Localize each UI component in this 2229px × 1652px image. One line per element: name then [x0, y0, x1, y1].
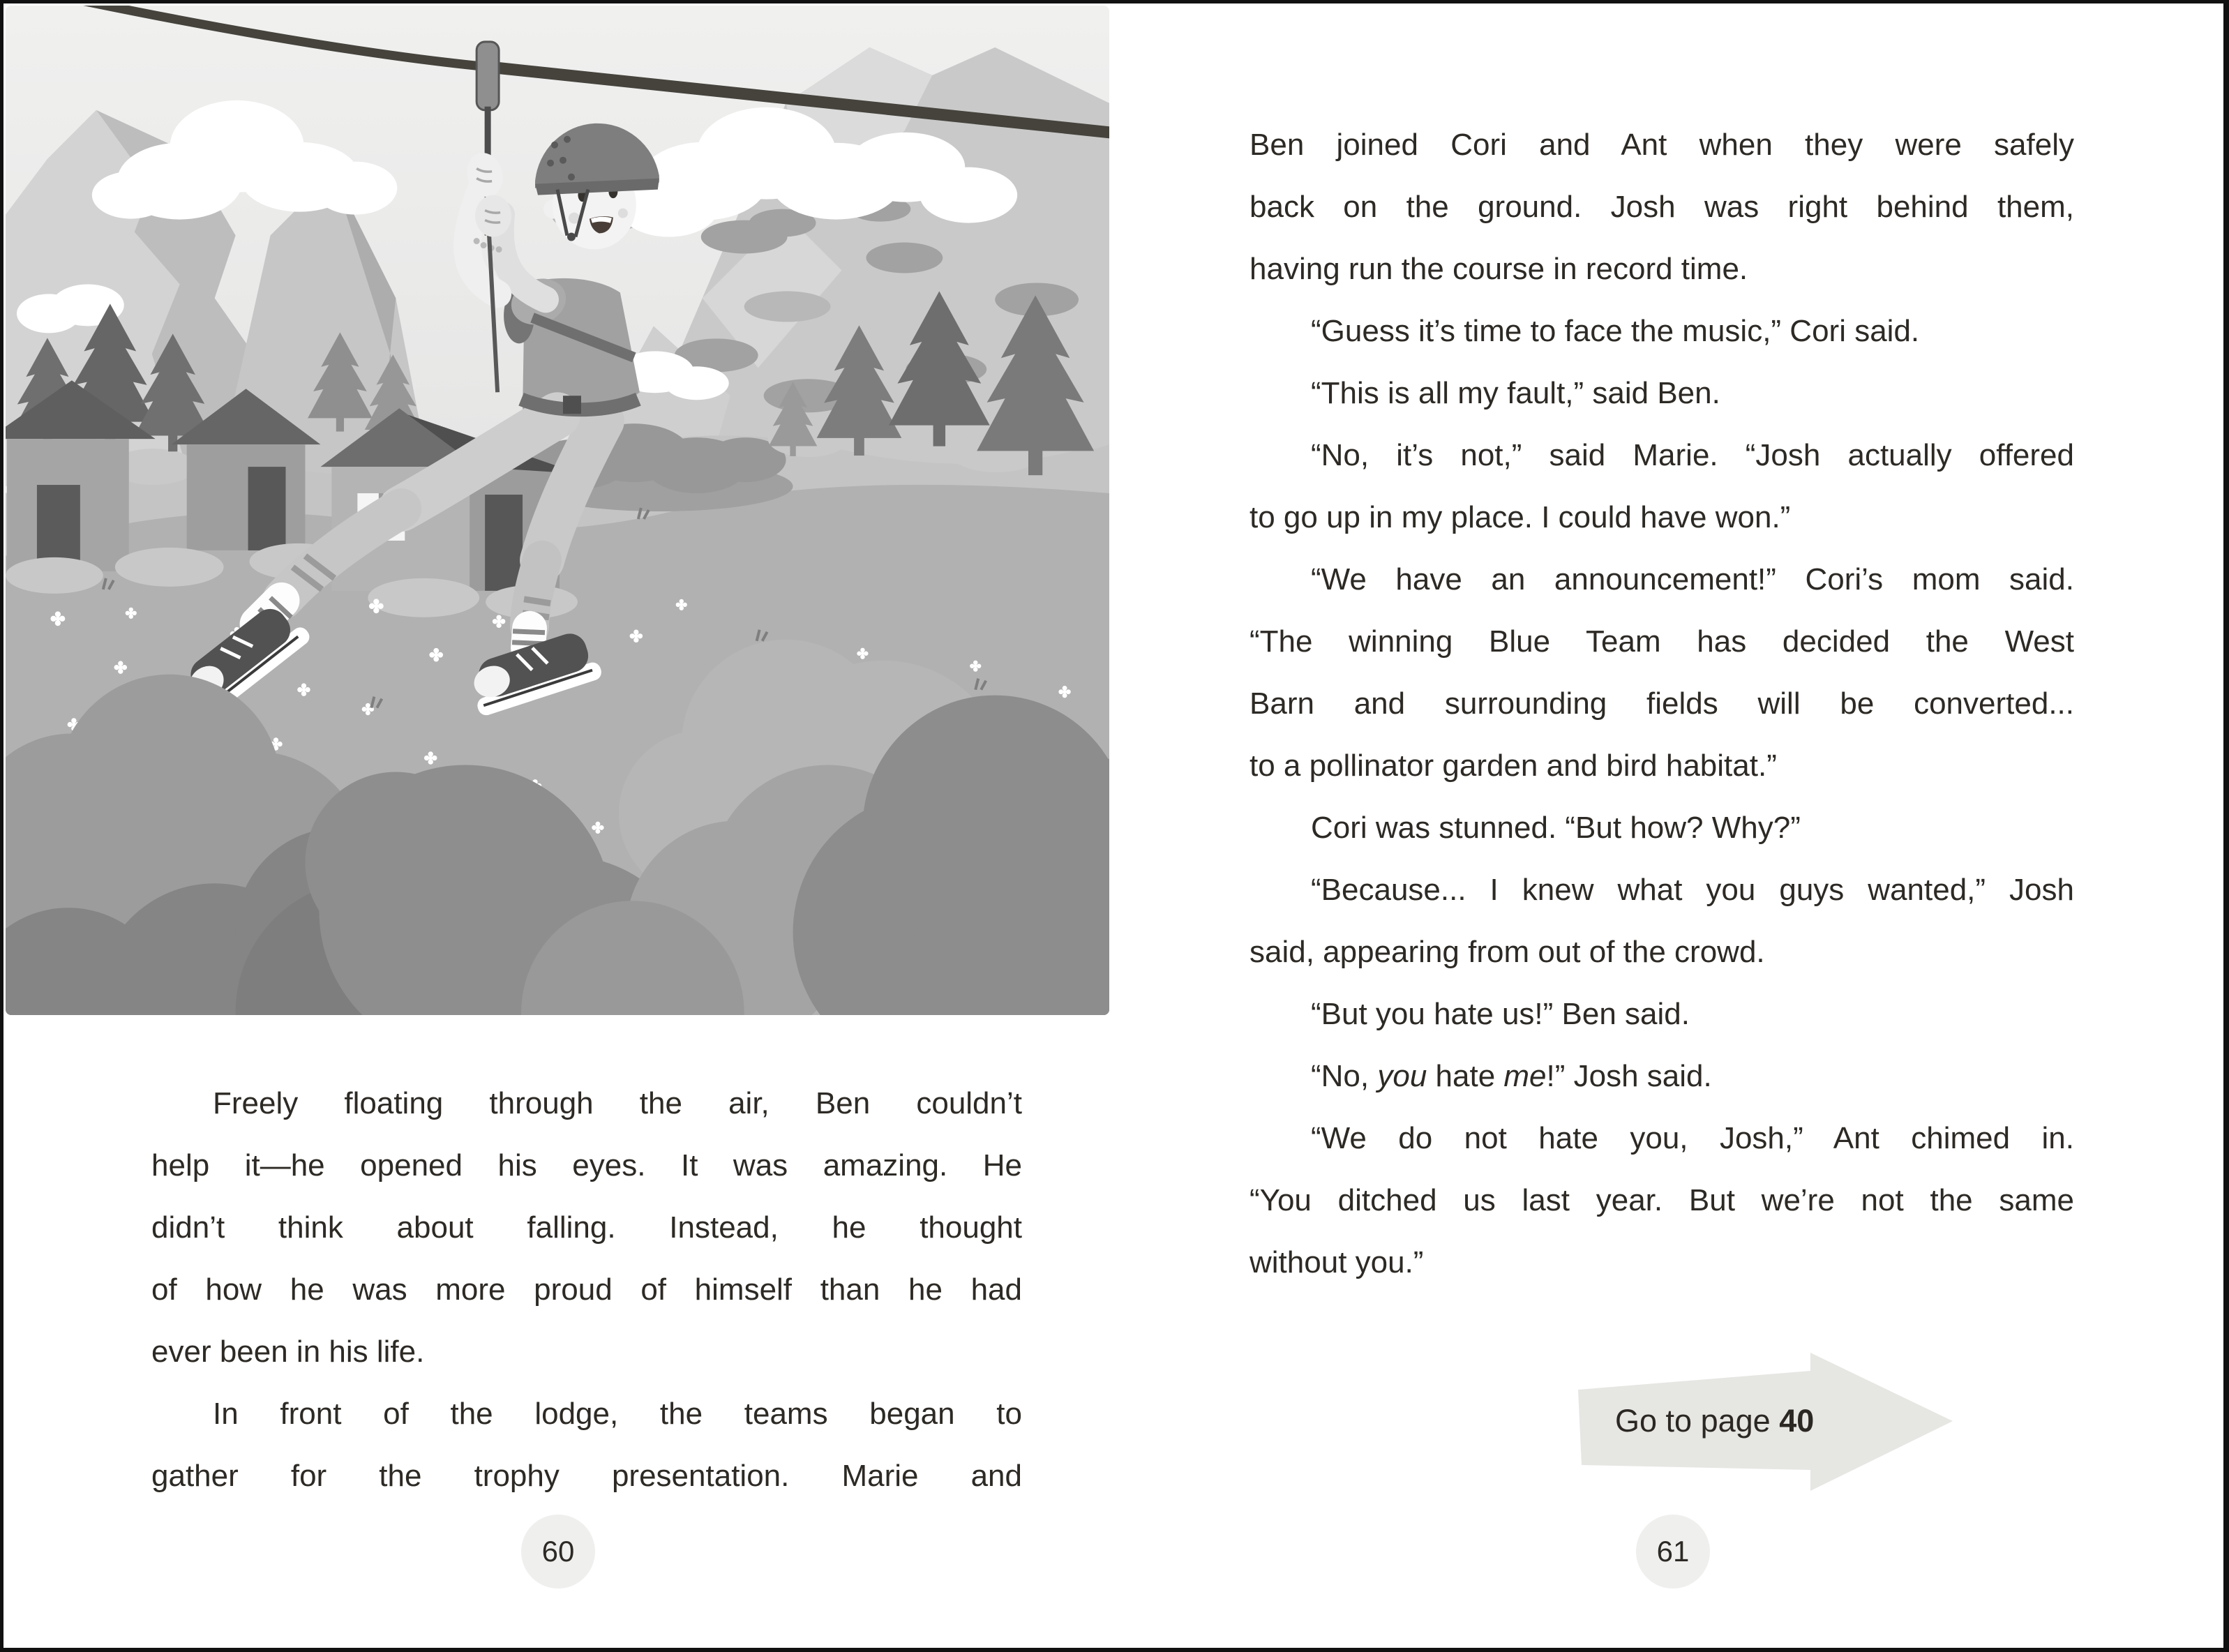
- paragraph: [1249, 114, 2074, 300]
- zipline-trolley: [476, 42, 499, 110]
- page-number-left-value: 60: [541, 1535, 575, 1568]
- text-line: gather for the trophy presentation. Marie and: [151, 1459, 1022, 1493]
- text-line: “We have an announcement!” Cori’s mom said.: [1311, 562, 2074, 596]
- text-line: “This is all my fault,” said Ben.: [1311, 376, 1720, 410]
- right-page-text: [1249, 114, 2074, 1293]
- text-line: “Guess it’s time to face the music,” Cori said.: [1311, 314, 1920, 348]
- paragraph: [1249, 983, 2074, 1045]
- zipline-illustration: [6, 6, 1109, 1015]
- zipline-illustration-svg: [6, 6, 1109, 1015]
- text-line: “The winning Blue Team has decided the West: [1249, 624, 2074, 659]
- page-number-right-value: 61: [1656, 1535, 1690, 1568]
- left-page-text: [151, 1072, 1022, 1507]
- text-line: In front of the lodge, the teams began to: [213, 1397, 1022, 1431]
- paragraph: [1249, 859, 2074, 983]
- text-line: “No, it’s not,” said Marie. “Josh actually offered: [1311, 438, 2074, 472]
- goto-page-number: 40: [1779, 1402, 1815, 1439]
- page-left: [3, 3, 1113, 1648]
- paragraph: [1249, 300, 2074, 362]
- paragraph: [151, 1072, 1022, 1383]
- text-line: Freely floating through the air, Ben couldn’t: [213, 1086, 1022, 1120]
- text-line: “No, you hate me!” Josh said.: [1311, 1059, 1712, 1093]
- goto-label: [1615, 1402, 1814, 1439]
- text-line: back on the ground. Josh was right behind them,: [1249, 190, 2074, 224]
- text-line: having run the course in record time.: [1249, 252, 1748, 286]
- text-line: said, appearing from out of the crowd.: [1249, 935, 1765, 969]
- text-line: “But you hate us!” Ben said.: [1311, 997, 1690, 1031]
- text-line: Barn and surrounding fields will be converted...: [1249, 686, 2074, 721]
- text-line: help it—he opened his eyes. It was amazing. He: [151, 1148, 1022, 1182]
- paragraph: [1249, 1045, 2074, 1107]
- text-line: Cori was stunned. “But how? Why?”: [1311, 811, 1801, 845]
- goto-label-text: Go to page: [1615, 1402, 1771, 1439]
- paragraph: [1249, 362, 2074, 424]
- text-line: to go up in my place. I could have won.”: [1249, 500, 1791, 534]
- paragraph: [1249, 797, 2074, 859]
- text-line: without you.”: [1249, 1245, 1424, 1279]
- text-line: “We do not hate you, Josh,” Ant chimed in.: [1311, 1121, 2074, 1155]
- book-pages: [3, 3, 2223, 1648]
- text-line: didn’t think about falling. Instead, he thought: [151, 1210, 1022, 1245]
- page-number-left: [521, 1515, 595, 1589]
- text-line: “Because... I knew what you guys wanted,” Josh: [1311, 873, 2074, 907]
- page-number-right: [1636, 1515, 1710, 1589]
- text-line: Ben joined Cori and Ant when they were safely: [1249, 128, 2074, 162]
- text-line: to a pollinator garden and bird habitat.”: [1249, 749, 1777, 783]
- page-right: [1113, 3, 2223, 1648]
- text-line: of how he was more proud of himself than he had: [151, 1272, 1022, 1307]
- text-line: ever been in his life.: [151, 1335, 425, 1369]
- paragraph: [151, 1383, 1022, 1507]
- paragraph: [1249, 1107, 2074, 1293]
- goto-page-arrow[interactable]: [1575, 1351, 1957, 1494]
- paragraph: [1249, 548, 2074, 797]
- paragraph: [1249, 424, 2074, 548]
- text-line: “You ditched us last year. But we’re not the same: [1249, 1183, 2074, 1217]
